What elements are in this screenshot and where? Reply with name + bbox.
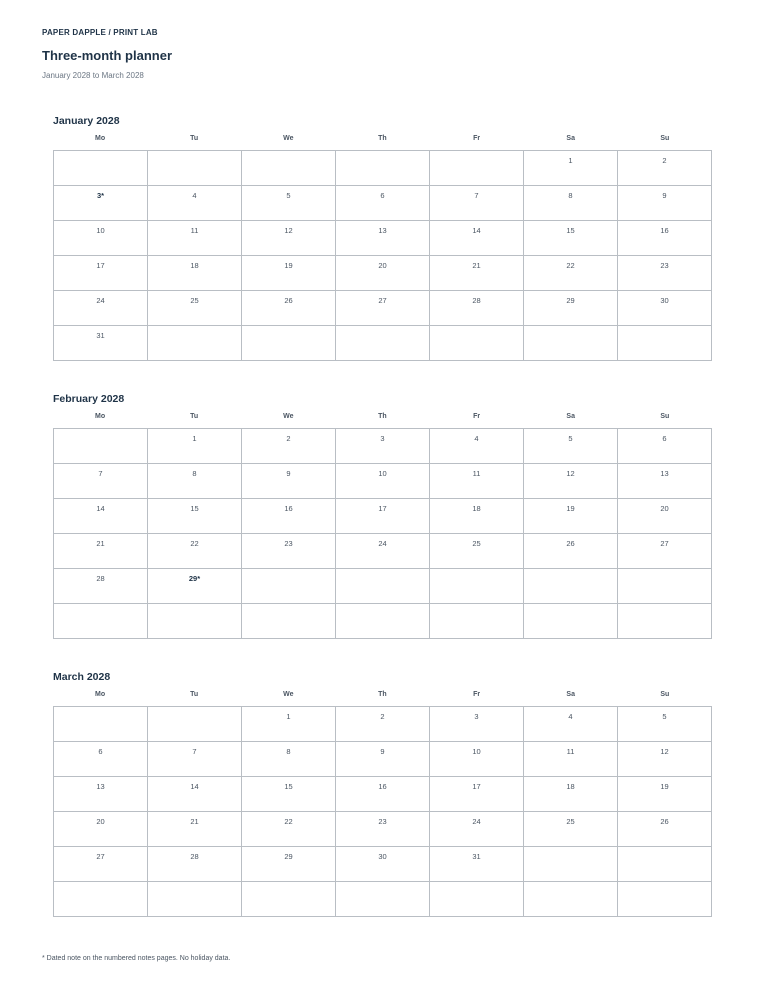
day-cell: 22 — [524, 256, 618, 291]
day-cell — [54, 707, 148, 742]
day-cell: 25 — [430, 534, 524, 569]
day-cell: 30 — [618, 291, 712, 326]
month-title: February 2028 — [53, 393, 125, 405]
month-title: March 2028 — [53, 671, 111, 683]
weekday-label: We — [283, 413, 294, 420]
day-cell — [430, 151, 524, 186]
weekday-label: We — [283, 691, 294, 698]
day-cell: 19 — [524, 499, 618, 534]
day-cell: 24 — [54, 291, 148, 326]
weekday-label: Tu — [190, 135, 199, 142]
weekday-header — [53, 134, 712, 150]
day-cell: 19 — [618, 777, 712, 812]
month-february — [53, 392, 712, 639]
weekday-header — [53, 690, 712, 706]
day-cell: 26 — [618, 812, 712, 847]
brand-label: PAPER DAPPLE / PRINT LAB — [42, 28, 158, 37]
day-cell: 23 — [242, 534, 336, 569]
day-cell: 20 — [336, 256, 430, 291]
day-cell: 31 — [54, 326, 148, 361]
day-cell: 17 — [430, 777, 524, 812]
day-cell: 1 — [148, 429, 242, 464]
month-march — [53, 670, 712, 917]
day-cell: 6 — [54, 742, 148, 777]
day-cell — [148, 604, 242, 639]
day-cell — [618, 604, 712, 639]
day-cell: 1 — [242, 707, 336, 742]
day-cell: 7 — [430, 186, 524, 221]
day-cell: 20 — [618, 499, 712, 534]
day-cell: 29 — [524, 291, 618, 326]
day-cell: 28 — [54, 569, 148, 604]
day-cell: 21 — [430, 256, 524, 291]
weekday-label: Mo — [95, 135, 106, 142]
day-cell: 26 — [242, 291, 336, 326]
weekday-label: Fr — [473, 413, 481, 420]
day-cell: 15 — [242, 777, 336, 812]
day-cell: 10 — [430, 742, 524, 777]
day-cell: 9 — [336, 742, 430, 777]
day-cell: 16 — [336, 777, 430, 812]
day-cell — [524, 847, 618, 882]
day-cell: 2 — [618, 151, 712, 186]
day-cell — [148, 326, 242, 361]
day-cell: 28 — [148, 847, 242, 882]
calendar-grid — [53, 706, 712, 917]
day-cell: 17 — [54, 256, 148, 291]
calendar-grid — [53, 428, 712, 639]
day-cell: 14 — [54, 499, 148, 534]
day-cell: 22 — [242, 812, 336, 847]
day-cell — [242, 326, 336, 361]
day-cell: 18 — [430, 499, 524, 534]
day-cell: 11 — [430, 464, 524, 499]
day-cell: 13 — [618, 464, 712, 499]
day-cell: 8 — [524, 186, 618, 221]
weekday-label: Th — [378, 413, 387, 420]
day-cell — [430, 569, 524, 604]
footnote: * Dated note on the numbered notes pages. No holiday data. — [42, 955, 231, 962]
page-subtitle: January 2028 to March 2028 — [42, 71, 144, 80]
day-cell: 6 — [336, 186, 430, 221]
day-cell: 14 — [430, 221, 524, 256]
day-cell — [54, 429, 148, 464]
weekday-label: Th — [378, 135, 387, 142]
month-january — [53, 114, 712, 361]
day-cell: 12 — [524, 464, 618, 499]
day-cell: 5 — [618, 707, 712, 742]
weekday-label: Th — [378, 691, 387, 698]
day-cell: 3 — [336, 429, 430, 464]
day-cell: 3 — [430, 707, 524, 742]
day-cell: 12 — [618, 742, 712, 777]
weekday-label: Fr — [473, 691, 481, 698]
day-cell: 16 — [618, 221, 712, 256]
day-cell: 4 — [524, 707, 618, 742]
day-cell: 23 — [336, 812, 430, 847]
day-cell: 2 — [242, 429, 336, 464]
day-cell: 23 — [618, 256, 712, 291]
day-cell: 18 — [148, 256, 242, 291]
day-cell: 15 — [524, 221, 618, 256]
day-cell — [336, 882, 430, 917]
day-cell: 2 — [336, 707, 430, 742]
weekday-label: Sa — [566, 413, 575, 420]
weekday-label: Su — [660, 413, 670, 420]
day-cell: 11 — [148, 221, 242, 256]
weekday-label: Sa — [566, 691, 575, 698]
day-cell: 16 — [242, 499, 336, 534]
day-cell: 27 — [336, 291, 430, 326]
weekday-label: Su — [660, 135, 670, 142]
weekday-header — [53, 412, 712, 428]
day-cell: 9 — [242, 464, 336, 499]
day-cell: 31 — [430, 847, 524, 882]
day-cell — [336, 326, 430, 361]
day-cell — [524, 882, 618, 917]
day-cell — [54, 882, 148, 917]
day-cell — [524, 569, 618, 604]
day-cell: 8 — [242, 742, 336, 777]
day-cell — [148, 882, 242, 917]
day-cell: 15 — [148, 499, 242, 534]
weekday-label: Tu — [190, 691, 199, 698]
day-cell: 19 — [242, 256, 336, 291]
day-cell: 20 — [54, 812, 148, 847]
day-cell — [618, 882, 712, 917]
day-cell: 10 — [336, 464, 430, 499]
day-cell: 9 — [618, 186, 712, 221]
day-cell: 25 — [148, 291, 242, 326]
day-cell: 4 — [430, 429, 524, 464]
weekday-label: Tu — [190, 413, 199, 420]
day-cell: 17 — [336, 499, 430, 534]
day-cell — [242, 569, 336, 604]
weekday-label: Mo — [95, 691, 106, 698]
day-cell: 30 — [336, 847, 430, 882]
day-cell: 7 — [148, 742, 242, 777]
weekday-label: Sa — [566, 135, 575, 142]
weekday-label: Fr — [473, 135, 481, 142]
day-cell — [618, 847, 712, 882]
day-cell: 3* — [54, 186, 148, 221]
day-cell: 22 — [148, 534, 242, 569]
day-cell — [336, 151, 430, 186]
day-cell — [54, 604, 148, 639]
day-cell: 5 — [242, 186, 336, 221]
day-cell: 29 — [242, 847, 336, 882]
day-cell: 13 — [336, 221, 430, 256]
day-cell — [618, 569, 712, 604]
calendar-grid — [53, 150, 712, 361]
day-cell: 29* — [148, 569, 242, 604]
day-cell — [524, 604, 618, 639]
day-cell: 8 — [148, 464, 242, 499]
day-cell: 11 — [524, 742, 618, 777]
day-cell — [336, 604, 430, 639]
day-cell — [618, 326, 712, 361]
page-title: Three-month planner — [42, 48, 173, 63]
day-cell: 7 — [54, 464, 148, 499]
day-cell: 24 — [336, 534, 430, 569]
weekday-label: We — [283, 135, 294, 142]
day-cell: 1 — [524, 151, 618, 186]
weekday-label: Su — [660, 691, 670, 698]
day-cell: 18 — [524, 777, 618, 812]
weekday-label: Mo — [95, 413, 106, 420]
day-cell: 5 — [524, 429, 618, 464]
day-cell — [524, 326, 618, 361]
day-cell: 27 — [54, 847, 148, 882]
day-cell: 26 — [524, 534, 618, 569]
day-cell: 10 — [54, 221, 148, 256]
day-cell: 24 — [430, 812, 524, 847]
day-cell — [54, 151, 148, 186]
day-cell — [430, 882, 524, 917]
day-cell — [148, 151, 242, 186]
day-cell: 14 — [148, 777, 242, 812]
day-cell: 21 — [54, 534, 148, 569]
month-title: January 2028 — [53, 115, 120, 127]
day-cell: 28 — [430, 291, 524, 326]
day-cell — [336, 569, 430, 604]
day-cell: 4 — [148, 186, 242, 221]
day-cell — [242, 882, 336, 917]
day-cell — [430, 604, 524, 639]
day-cell: 21 — [148, 812, 242, 847]
day-cell: 6 — [618, 429, 712, 464]
day-cell: 12 — [242, 221, 336, 256]
day-cell — [242, 151, 336, 186]
day-cell — [242, 604, 336, 639]
day-cell: 25 — [524, 812, 618, 847]
day-cell: 27 — [618, 534, 712, 569]
day-cell — [148, 707, 242, 742]
day-cell: 13 — [54, 777, 148, 812]
day-cell — [430, 326, 524, 361]
